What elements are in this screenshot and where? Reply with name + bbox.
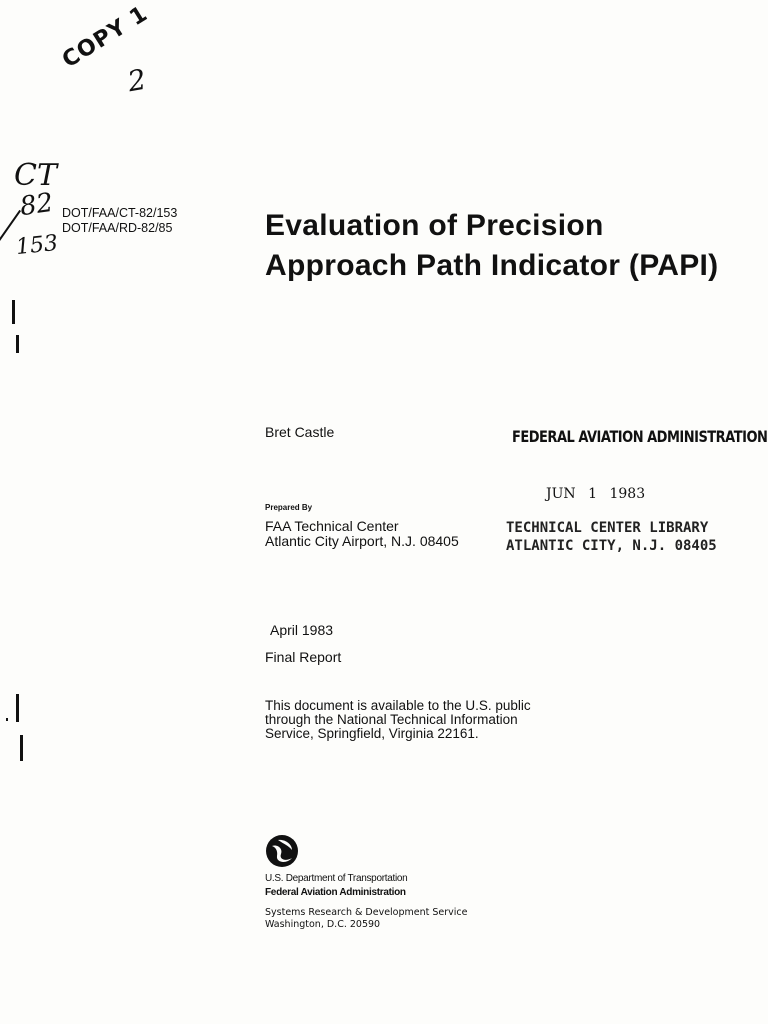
report-date: April 1983 bbox=[270, 622, 334, 638]
department-name: U.S. Department of Transportation bbox=[265, 873, 408, 884]
scan-speck bbox=[6, 718, 8, 721]
scan-speck bbox=[16, 335, 19, 353]
availability-line: Service, Springfield, Virginia 22161. bbox=[265, 726, 479, 741]
handwritten-ct: CT bbox=[14, 158, 57, 193]
report-numbers bbox=[62, 206, 177, 236]
library-stamp-date: JUN 1 1983 bbox=[546, 486, 646, 502]
org-line: Atlantic City Airport, N.J. 08405 bbox=[265, 533, 459, 549]
handwritten-82: 82 bbox=[18, 187, 56, 223]
service-address bbox=[265, 907, 468, 931]
availability-line: This document is available to the U.S. public bbox=[265, 698, 531, 713]
publisher bbox=[265, 872, 407, 900]
title-line: Approach Path Indicator (PAPI) bbox=[265, 249, 719, 282]
preparing-organization bbox=[265, 519, 459, 549]
availability-line: through the National Technical Information bbox=[265, 712, 518, 727]
library-stamp-line: ATLANTIC CITY, N.J. 08405 bbox=[506, 538, 717, 554]
report-number: DOT/FAA/CT-82/153 bbox=[62, 206, 178, 220]
scan-speck bbox=[20, 735, 23, 761]
handwritten-153: 153 bbox=[14, 230, 60, 261]
title-line: Evaluation of Precision bbox=[265, 209, 604, 242]
administration-name: Federal Aviation Administration bbox=[265, 887, 406, 898]
org-line: FAA Technical Center bbox=[265, 518, 399, 534]
scan-speck bbox=[16, 694, 19, 722]
library-stamp-line: TECHNICAL CENTER LIBRARY bbox=[506, 520, 709, 536]
report-number: DOT/FAA/RD-82/85 bbox=[62, 221, 173, 235]
prepared-by-label: Prepared By bbox=[265, 503, 313, 512]
library-stamp-address bbox=[506, 519, 717, 555]
library-stamp-agency: FEDERAL AVIATION ADMINISTRATION bbox=[512, 428, 768, 447]
copy-stamp: COPY 1 bbox=[58, 1, 153, 74]
availability-statement bbox=[265, 699, 565, 741]
service-line: Washington, D.C. 20590 bbox=[265, 919, 381, 930]
handwritten-copy-number: 2 bbox=[125, 62, 149, 99]
author: Bret Castle bbox=[265, 424, 335, 440]
document-title bbox=[265, 206, 718, 286]
service-line: Systems Research & Development Service bbox=[265, 907, 468, 918]
report-type: Final Report bbox=[265, 649, 342, 665]
dot-logo-icon bbox=[265, 834, 299, 868]
scan-speck bbox=[12, 300, 15, 324]
